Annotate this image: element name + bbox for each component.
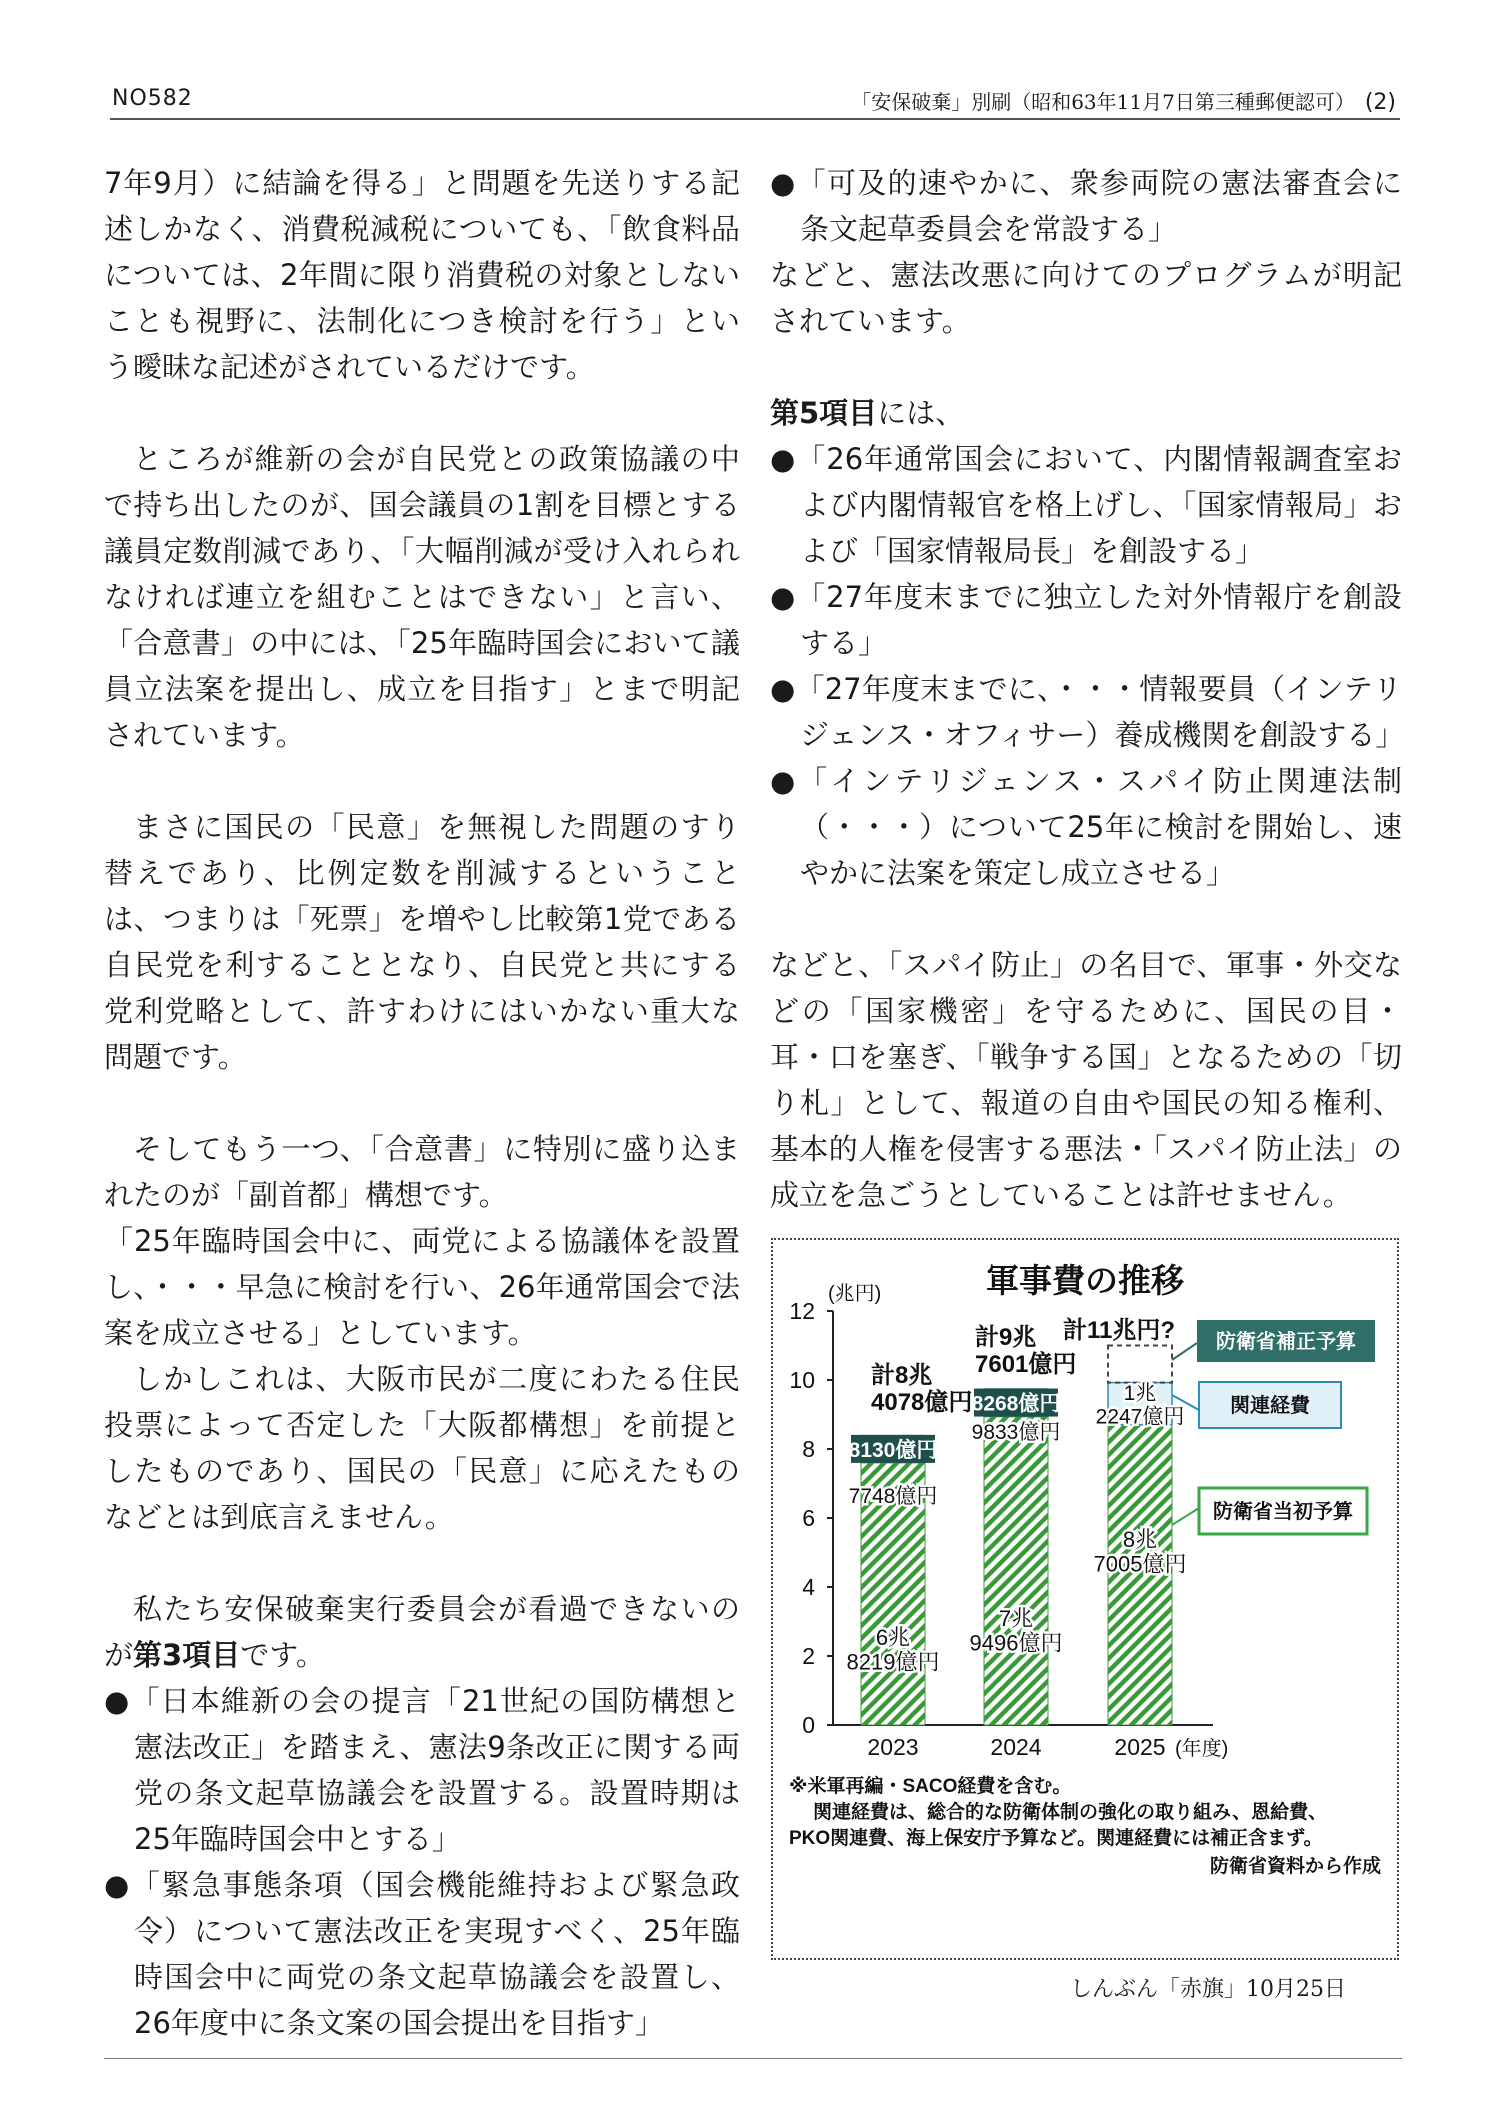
source-credit: しんぶん「赤旗」10月25日: [1070, 1977, 1346, 2002]
y-tick-label: 0: [802, 1712, 815, 1738]
paragraph-left-2: ところが維新の会が自民党との政策協議の中で持ち出したのが、国会議員の1割を目標とする議員定数削減であり、「大幅削減が受け入れられなければ連立を組むことはできない」と言い、「合意書」の中には、「25年臨時国会において議員立法案を提出し、成立を目指す」とまで明記されています。: [104, 442, 740, 752]
y-tick-label: 12: [789, 1298, 815, 1324]
chart-svg: [773, 1240, 1397, 1958]
chart-note: ※米軍再編・SACO経費を含む。: [789, 1776, 1072, 1797]
total-label: 計11兆円?: [1063, 1317, 1176, 1344]
bullet-right-2: ●「27年度末までに独立した対外情報庁を創設する」: [770, 580, 1402, 660]
paragraph-left-1: 7年9月）に結論を得る」と問題を先送りする記述しかなく、消費税減税についても、「飲食料品については、2年間に限り消費税の対象としないことも視野に、法制化につき検討を行う」という曖昧な記述がされているだけです。: [104, 166, 740, 384]
data-label-related: 1兆: [1123, 1382, 1157, 1405]
paragraph-left-7-text: 私たち安保破棄実行委員会が看過できないのが: [104, 1592, 740, 1672]
y-tick-label: 4: [802, 1574, 815, 1600]
item-5-heading-tail: には、: [877, 396, 965, 430]
y-tick-label: 8: [802, 1436, 815, 1462]
bullet-left-2: ●「緊急事態条項（国会機能維持および緊急政令）について憲法改正を実現すべく、25年臨時国会中に両党の条文起草協議会を設置し、26年度中に条文案の国会提出を目指す」: [104, 1868, 740, 2040]
total-label: 7601億円: [975, 1350, 1077, 1378]
chart-note: 関連経費は、総合的な防衛体制の強化の取り組み、恩給費、: [813, 1802, 1328, 1823]
legend-pointer: [1172, 1508, 1199, 1525]
footer-divider: [104, 2058, 1402, 2059]
publication-name: 「安保破棄」別刷（昭和63年11月7日第三種郵便認可）: [851, 90, 1355, 114]
data-label-base: 7005億円: [1093, 1551, 1187, 1577]
chart-title: 軍事費の推移: [986, 1262, 1184, 1299]
bar-base-budget: [984, 1417, 1048, 1725]
x-tick-label: 2025: [1114, 1734, 1166, 1760]
paragraph-left-7-tail: です。: [240, 1638, 325, 1672]
right-column: [770, 160, 1405, 1218]
item-3-heading: 第3項目: [133, 1638, 241, 1672]
chart-source: 防衛省資料から作成: [1209, 1856, 1381, 1877]
left-column: [104, 160, 740, 2046]
page-header: [110, 82, 1400, 120]
x-tick-label: 2023: [867, 1734, 919, 1760]
legend-label-supplementary: 防衛省補正予算: [1216, 1331, 1356, 1353]
y-tick-label: 10: [789, 1367, 815, 1393]
data-label-supplementary: 8268億円: [971, 1392, 1061, 1416]
paragraph-right-2: などと、「スパイ防止」の名目で、軍事・外交などの「国家機密」を守るために、国民の目・耳・口を塞ぎ、「戦争する国」となるための「切り札」として、報道の自由や国民の知る権利、基本的人権を侵害する悪法・「スパイ防止法」の成立を急ごうとしていることは許せません。: [770, 948, 1402, 1212]
paragraph-left-6: しかしこれは、大阪市民が二度にわたる住民投票によって否定した「大阪都構想」を前提としたものであり、国民の「民意」に応えたものなどとは到底言えません。: [104, 1362, 740, 1534]
data-label-base: 6兆: [875, 1625, 911, 1650]
legend-label-related: 関連経費: [1230, 1395, 1310, 1417]
paragraph-left-5: 「25年臨時国会中に、両党による協議体を設置し、・・・早急に検討を行い、26年通常国会で法案を成立させる」としています。: [104, 1224, 740, 1350]
data-label-base: 9496億円: [969, 1630, 1063, 1656]
x-axis-unit: (年度): [1175, 1738, 1229, 1760]
data-label-base: 8219億円: [846, 1649, 940, 1675]
paragraph-left-3: まさに国民の「民意」を無視した問題のすり替えであり、比例定数を削減するということは、つまりは「死票」を増やし比較第1党である自民党を利することとなり、自民党と共にする党利党略として、許すわけにはいかない重大な問題です。: [104, 810, 740, 1074]
data-label-related: 2247億円: [1095, 1405, 1185, 1429]
page-number: (2): [1364, 90, 1396, 115]
bar-projected-supplementary: [1108, 1346, 1172, 1383]
total-label: 計9兆: [975, 1324, 1037, 1351]
data-label-base: 8兆: [1122, 1527, 1158, 1552]
paragraph-left-4: そしてもう一つ、「合意書」に特別に盛り込まれたのが「副首都」構想です。: [104, 1132, 740, 1212]
publication-info: [851, 86, 1396, 115]
total-label: 計8兆: [871, 1362, 933, 1389]
y-tick-label: 6: [802, 1505, 815, 1531]
bullet-right-3: ●「27年度末までに、・・・情報要員（インテリジェンス・オフィサー）養成機関を創設する」: [770, 672, 1405, 752]
paragraph-left-7: [104, 1586, 740, 1678]
data-label-base: 7兆: [998, 1606, 1034, 1631]
item-5-heading: 第5項目: [770, 396, 878, 430]
legend-pointer: [1172, 1343, 1197, 1360]
data-label-supplementary: 8130億円: [848, 1438, 938, 1462]
military-spending-chart: [771, 1238, 1399, 1960]
x-tick-label: 2024: [990, 1734, 1042, 1760]
y-tick-label: 2: [802, 1643, 815, 1669]
bullet-right-4: ●「インテリジェンス・スパイ防止関連法制（・・・）について25年に検討を開始し、速やかに法案を策定し成立させる」: [770, 764, 1402, 890]
paragraph-right-1: などと、憲法改悪に向けてのプログラムが明記されています。: [770, 258, 1402, 338]
data-label-related: 7748億円: [848, 1485, 938, 1508]
bullet-left-1: ●「日本維新の会の提言「21世紀の国防構想と憲法改正」を踏まえ、憲法9条改正に関する両党の条文起草協議会を設置する。設置時期は25年臨時国会中とする」: [104, 1684, 740, 1856]
chart-note: PKO関連費、海上保安庁予算など。関連経費には補正含まず。: [789, 1828, 1323, 1849]
bullet-right-1: ●「26年通常国会において、内閣情報調査室および内閣情報官を格上げし、「国家情報局」および「国家情報局長」を創設する」: [770, 442, 1402, 568]
legend-label-base: 防衛省当初予算: [1213, 1501, 1353, 1523]
issue-number: NO582: [112, 86, 193, 111]
y-axis-unit: (兆円): [828, 1283, 882, 1305]
total-label: 4078億円: [871, 1388, 973, 1416]
data-label-related: 9833億円: [971, 1421, 1061, 1444]
item-5-heading-line: [770, 390, 1402, 436]
bullet-right-0: ●「可及的速やかに、衆参両院の憲法審査会に条文起草委員会を常設する」: [770, 166, 1402, 246]
